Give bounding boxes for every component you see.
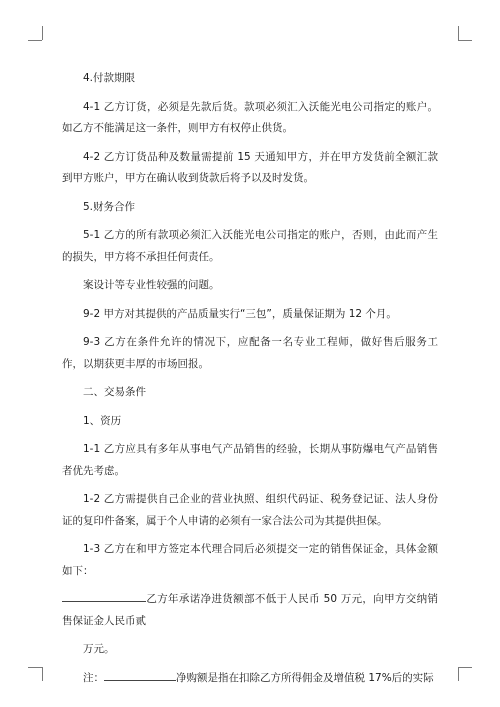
subsection-heading-qualification: 1、资历 (83, 414, 122, 427)
crop-mark-top-right-h (458, 40, 472, 41)
crop-mark-bottom-left-v (42, 667, 43, 681)
crop-mark-bottom-right-v (458, 667, 459, 681)
note-fill-in-blank (104, 668, 176, 681)
deposit-terms-text: 乙方年承诺净进货额部不低于人民币 50 万元，向甲方交纳销售保证金人民币贰 (62, 593, 438, 627)
deposit-amount-unit: 万元。 (83, 643, 115, 655)
clause-1-3: 1-3 乙方在和甲方签定本代理合同后必须提交一定的销售保证金，具体金额如下： (62, 543, 438, 577)
fill-in-blank (62, 589, 146, 602)
clause-1-1: 1-1 乙方应具有多年从事电气产品销售的经验，长期从事防爆电气产品销售者优先考虑。 (62, 443, 438, 477)
document-body (62, 68, 438, 696)
section-heading-financial-cooperation: 5.财务合作 (83, 200, 136, 213)
clause-4-2: 4-2 乙方订货品种及数量需提前 15 天通知甲方，并在甲方发货前全额汇款到甲方账户，甲方在确认收到货款后将予以及时发货。 (62, 150, 438, 184)
note-text: 净购额是指在扣除乙方所得佣金及增值税 17%后的实际 (176, 671, 434, 684)
deposit-terms-line (62, 589, 438, 632)
section-heading-trade-conditions: 二、交易条件 (83, 386, 146, 398)
crop-mark-bottom-left-h (28, 667, 42, 668)
crop-mark-bottom-right-h (458, 667, 472, 668)
note-label: 注： (83, 671, 104, 684)
crop-mark-top-right-v (458, 26, 459, 40)
clause-5-1: 5-1 乙方的所有款项必须汇入沃能光电公司指定的账户，否则，由此而产生的损失，甲方将不承担任何责任。 (62, 229, 438, 263)
clause-9-3: 9-3 乙方在条件允许的情况下，应配备一名专业工程师，做好售后服务工作，以期获更丰厚的市场回报。 (62, 336, 438, 370)
crop-mark-top-left-v (42, 26, 43, 40)
note-line (62, 668, 438, 690)
crop-mark-top-left-h (28, 40, 42, 41)
clause-1-2: 1-2 乙方需提供自己企业的营业执照、组织代码证、税务登记证、法人身份证的复印件备案，属于个人申请的必须有一家合法公司为其提供担保。 (62, 493, 438, 527)
paragraph-fragment: 案设计等专业性较强的问题。 (83, 279, 220, 291)
section-heading-payment-terms: 4.付款期限 (83, 72, 136, 84)
clause-9-2: 9-2 甲方对其提供的产品质量实行“三包”，质量保证期为 12 个月。 (83, 307, 397, 320)
clause-4-1: 4-1 乙方订货，必须是先款后货。款项必须汇入沃能光电公司指定的账户。如乙方不能满足这一条件，则甲方有权停止供货。 (62, 100, 438, 134)
